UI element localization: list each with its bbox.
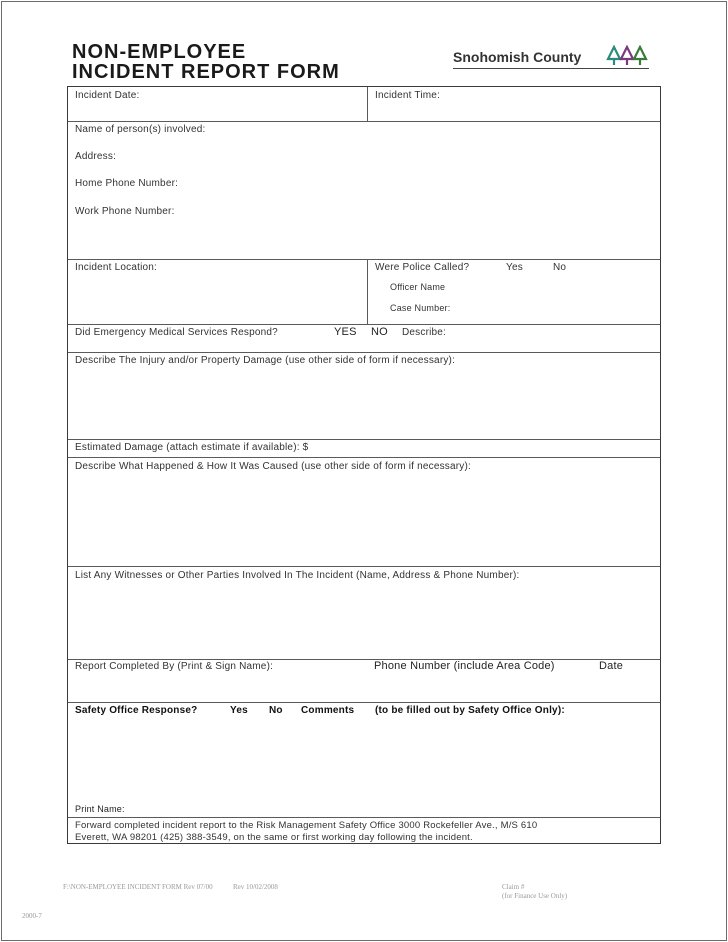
police-no-option: No bbox=[553, 262, 567, 273]
police-called-label: Were Police Called? bbox=[375, 262, 470, 273]
work-phone-label: Work Phone Number: bbox=[75, 206, 175, 217]
ems-yes-option: YES bbox=[334, 326, 357, 338]
trees-logo-icon bbox=[606, 45, 650, 65]
case-number-label: Case Number: bbox=[390, 303, 451, 313]
estimated-damage-label: Estimated Damage (attach estimate if available): $ bbox=[75, 442, 309, 453]
col-divider bbox=[367, 259, 368, 324]
county-logo bbox=[453, 45, 649, 71]
office-use-note: (for Finance Use Only) bbox=[502, 892, 568, 900]
form-id-note: F:\NON-EMPLOYEE INCIDENT FORM Rev 07/00 bbox=[63, 883, 213, 891]
phone-number-label: Phone Number (include Area Code) bbox=[374, 660, 555, 672]
safety-yes-option: Yes bbox=[230, 705, 248, 716]
row-divider bbox=[68, 659, 660, 660]
logo-underline bbox=[453, 68, 649, 69]
what-happened-label: Describe What Happened & How It Was Caused (use other side of form if necessary): bbox=[75, 461, 471, 472]
officer-name-label: Officer Name bbox=[390, 282, 446, 292]
title-line-2: INCIDENT REPORT FORM bbox=[72, 61, 340, 83]
col-divider bbox=[367, 87, 368, 121]
address-label: Address: bbox=[75, 151, 117, 162]
row-divider bbox=[68, 259, 660, 260]
revision-note: Rev 10/02/2008 bbox=[233, 883, 278, 891]
home-phone-label: Home Phone Number: bbox=[75, 178, 179, 189]
names-involved-label: Name of person(s) involved: bbox=[75, 124, 206, 135]
forward-instructions-line-1: Forward completed incident report to the Risk Management Safety Office 3000 Rockefeller Ave., M/S 610 bbox=[75, 820, 538, 831]
forward-instructions-line-2: Everett, WA 98201 (425) 388-3549, on the same or first working day following the incident. bbox=[75, 832, 473, 843]
incident-location-label: Incident Location: bbox=[75, 262, 157, 273]
police-yes-option: Yes bbox=[506, 262, 523, 273]
row-divider bbox=[68, 439, 660, 440]
corner-mark: 2000-7 bbox=[22, 912, 42, 920]
row-divider bbox=[68, 817, 660, 818]
safety-response-label: Safety Office Response? bbox=[75, 705, 198, 716]
safety-no-option: No bbox=[269, 705, 283, 716]
title-line-1: NON-EMPLOYEE bbox=[72, 41, 247, 63]
row-divider bbox=[68, 457, 660, 458]
completed-by-label: Report Completed By (Print & Sign Name): bbox=[75, 661, 274, 672]
print-name-label: Print Name: bbox=[75, 804, 125, 814]
row-divider bbox=[68, 702, 660, 703]
row-divider bbox=[68, 566, 660, 567]
safety-comments-label: Comments bbox=[301, 705, 355, 716]
incident-form bbox=[67, 86, 661, 844]
row-divider bbox=[68, 121, 660, 122]
county-name: Snohomish County bbox=[453, 49, 582, 65]
claim-note: Claim # bbox=[502, 883, 525, 891]
ems-question-label: Did Emergency Medical Services Respond? bbox=[75, 327, 278, 338]
incident-time-label: Incident Time: bbox=[375, 90, 441, 101]
form-title bbox=[72, 42, 340, 82]
injury-describe-label: Describe The Injury and/or Property Damage (use other side of form if necessary): bbox=[75, 355, 456, 366]
ems-describe-label: Describe: bbox=[402, 327, 447, 338]
incident-date-label: Incident Date: bbox=[75, 90, 140, 101]
ems-no-option: NO bbox=[371, 326, 388, 338]
safety-note-label: (to be filled out by Safety Office Only): bbox=[375, 705, 565, 716]
date-label: Date bbox=[599, 660, 624, 672]
witnesses-label: List Any Witnesses or Other Parties Involved In The Incident (Name, Address & Phone Number): bbox=[75, 570, 520, 581]
row-divider bbox=[68, 352, 660, 353]
row-divider bbox=[68, 324, 660, 325]
